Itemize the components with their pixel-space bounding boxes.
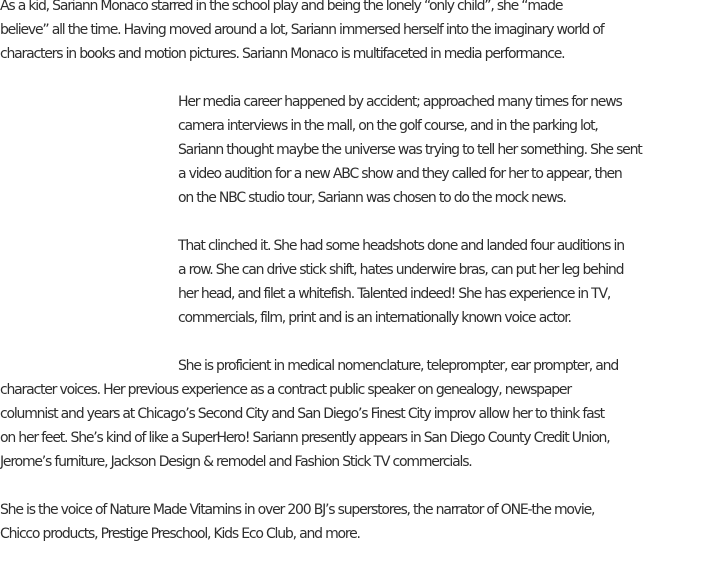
paragraph-experience	[0, 354, 701, 474]
text-line: characters in books and motion pictures. Sariann Monaco is multifaceted in media performance.	[0, 46, 565, 62]
text-line: a row. She can drive stick shift, hates underwire bras, can put her leg behind	[178, 262, 624, 278]
text-line: a video audition for a new ABC show and they called for her to appear, then	[178, 166, 622, 182]
text-line: Jerome’s furniture, Jackson Design & remodel and Fashion Stick TV commercials.	[0, 454, 472, 470]
paragraph-childhood	[0, 0, 701, 66]
text-line: Chicco products, Prestige Preschool, Kids Eco Club, and more.	[0, 526, 360, 542]
text-line: She is proficient in medical nomenclature, teleprompter, ear prompter, and	[178, 358, 619, 374]
paragraph-media-career	[178, 90, 701, 210]
paragraph-voice-work	[0, 498, 701, 546]
text-line: Her media career happened by accident; approached many times for news	[178, 94, 622, 110]
text-line: She is the voice of Nature Made Vitamins in over 200 BJ’s superstores, the narrator of ONE-the movie,	[0, 502, 595, 518]
text-line: on the NBC studio tour, Sariann was chosen to do the mock news.	[178, 190, 566, 206]
text-line: commercials, film, print and is an internationally known voice actor.	[178, 310, 571, 326]
text-line: That clinched it. She had some headshots done and landed four auditions in	[178, 238, 624, 254]
text-line: character voices. Her previous experience as a contract public speaker on genealogy, newspaper	[0, 382, 571, 398]
text-line: camera interviews in the mall, on the golf course, and in the parking lot,	[178, 118, 598, 134]
text-line: her head, and filet a whitefish. Talented indeed! She has experience in TV,	[178, 286, 611, 302]
text-line: Sariann thought maybe the universe was trying to tell her something. She sent	[178, 142, 642, 158]
text-line: As a kid, Sariann Monaco starred in the school play and being the lonely “only child”, she “made	[0, 0, 563, 14]
text-line: columnist and years at Chicago’s Second City and San Diego’s Finest City improv allow her to think fast	[0, 406, 604, 422]
text-line: believe” all the time. Having moved around a lot, Sariann immersed herself into the imaginary world of	[0, 22, 604, 38]
text-line: on her feet. She’s kind of like a SuperHero! Sariann presently appears in San Diego County Credit Union,	[0, 430, 610, 446]
paragraph-talents	[178, 234, 701, 330]
